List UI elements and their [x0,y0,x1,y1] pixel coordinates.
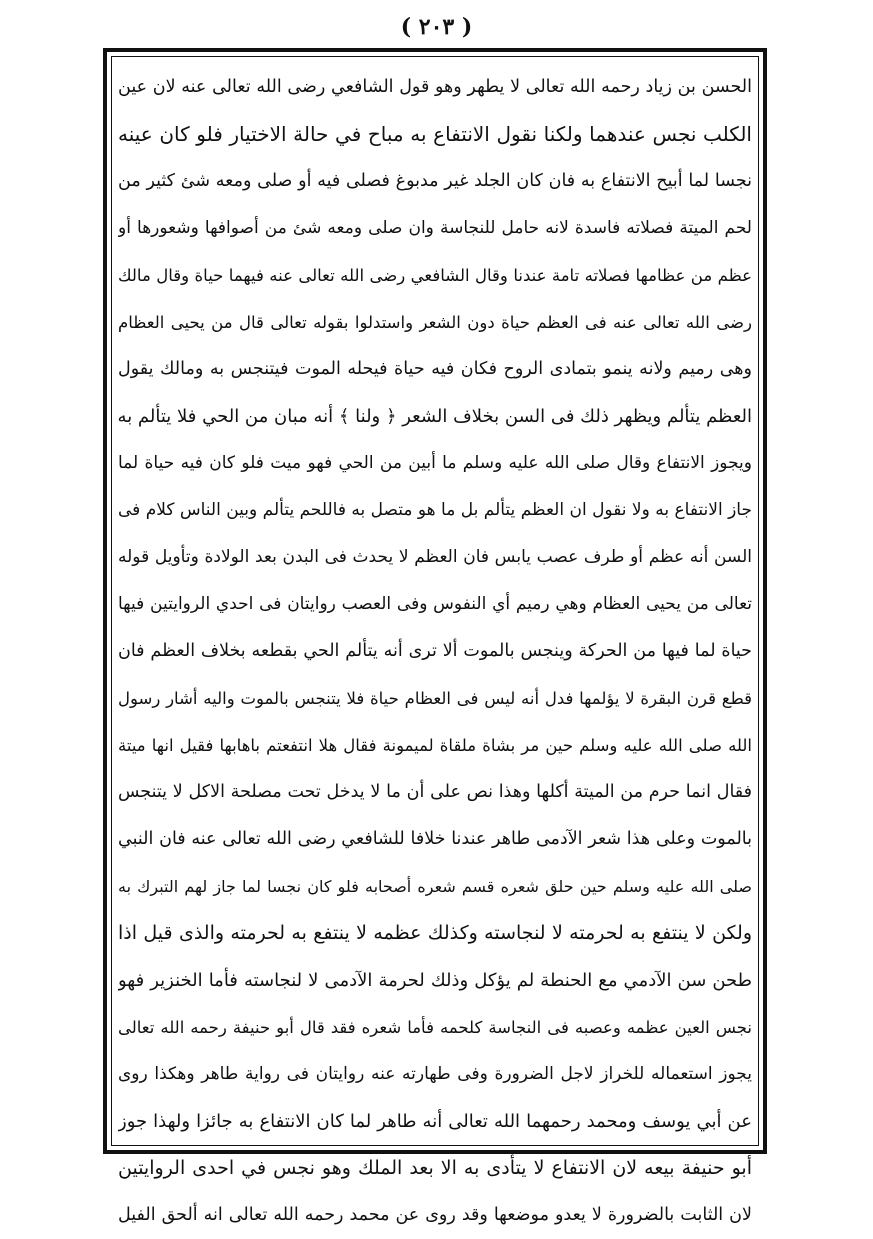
text-line: ولكن لا ينتفع به لحرمته لا لنجاسته وكذلك عظمه لا ينتفع به لحرمته والذى قيل اذا [118,922,752,944]
text-line: يجوز استعماله للخراز لاجل الضرورة وفى طهارته عنه روايتان فى رواية طاهر وهكذا روى [118,1064,752,1084]
text-line: بالموت وعلى هذا شعر الآدمى طاهر عندنا خلافا للشافعي رضى الله تعالى عنه فان النبي [118,829,752,849]
text-line: الكلب نجس عندهما ولكنا نقول الانتفاع به مباح في حالة الاختيار فلو كان عينه [118,122,752,146]
text-line: عن أبي يوسف ومحمد رحمهما الله تعالى أنه طاهر لما كان الانتفاع به جائزا ولهذا جوز [118,1111,752,1132]
text-line: جاز الانتفاع به ولا نقول ان العظم يتألم بل ما هو متصل به فاللحم يتألم وبين الناس كلام فى [118,500,752,520]
text-line: الله صلى الله عليه وسلم حين مر بشاة ملقاة لميمونة فقال هلا انتفعتم باهابها فقيل انها ميتة [118,736,752,755]
text-line: نجسا لما أبيح الانتفاع به فان كان الجلد غير مدبوغ فصلى فيه أو صلى ومعه شئ كثير من [118,171,752,191]
text-line: رضى الله تعالى عنه فى العظم حياة دون الشعر واستدلوا بقوله تعالى قال من يحيى العظام [118,313,752,332]
page-number: ( ٢٠٣ ) [400,14,473,40]
text-line: طحن سن الآدمي مع الحنطة لم يؤكل وذلك لحرمة الآدمى لا لنجاسته فأما الخنزير فهو [118,970,752,991]
text-line: تعالى من يحيى العظام وهي رميم أي النفوس وفى العصب روايتان فى احدي الروايتين فيها [118,594,752,614]
text-line: لحم الميتة فصلاته فاسدة لانه حامل للنجاسة وان صلى ومعه شئ من أصوافها وشعورها أو [118,218,752,238]
text-line: الحسن بن زياد رحمه الله تعالى لا يطهر وهو قول الشافعي رضى الله تعالى عنه لان عين [118,77,752,97]
text-line: العظم يتألم ويظهر ذلك فى السن بخلاف الشعر ﴿ ولنا ﴾ أنه مبان من الحي فلا يتألم به [118,406,752,427]
text-line: لان الثابت بالضرورة لا يعدو موضعها وقد روى عن محمد رحمه الله تعالى انه ألحق الفيل [118,1205,752,1225]
body-text [118,64,752,1225]
text-line: عظم من عظامها فصلاته تامة عندنا وقال الشافعي رضى الله تعالى عنه فيهما حياة وقال مالك [118,266,752,285]
text-line: حياة لما فيها من الحركة وينجس بالموت ألا ترى أنه يتألم الحي بقطعه بخلاف العظم فان [118,641,752,661]
text-line: وهى رميم ولانه ينمو بتمادى الروح فكان فيه حياة فيحله الموت فيتنجس به ومالك يقول [118,359,752,379]
text-line: قطع قرن البقرة لا يؤلمها فدل أنه ليس فى العظام حياة فلا يتنجس بالموت واليه أشار رسول [118,689,752,708]
text-line: نجس العين عظمه وعصبه فى النجاسة كلحمه فأما شعره فقد قال أبو حنيفة رحمه الله تعالى [118,1018,752,1037]
text-line: صلى الله عليه وسلم حين حلق شعره قسم شعره أصحابه فلو كان نجسا لما جاز لهم التبرك به [118,877,752,896]
text-line: ويجوز الانتفاع وقال صلى الله عليه وسلم ما أبين من الحي فهو ميت فلو كان فيه حياة لما [118,453,752,473]
text-line: فقال انما حرم من الميتة أكلها وهذا نص على أن ما لا يدخل تحت مصلحة الاكل لا يتنجس [118,782,752,802]
text-line: أبو حنيفة بيعه لان الانتفاع لا يتأدى به الا بعد الملك وهو نجس في احدى الروايتين [118,1157,752,1179]
text-line: السن أنه عظم أو طرف عصب يابس فان العظم لا يحدث فى البدن بعد الولادة وتأويل قوله [118,547,752,567]
